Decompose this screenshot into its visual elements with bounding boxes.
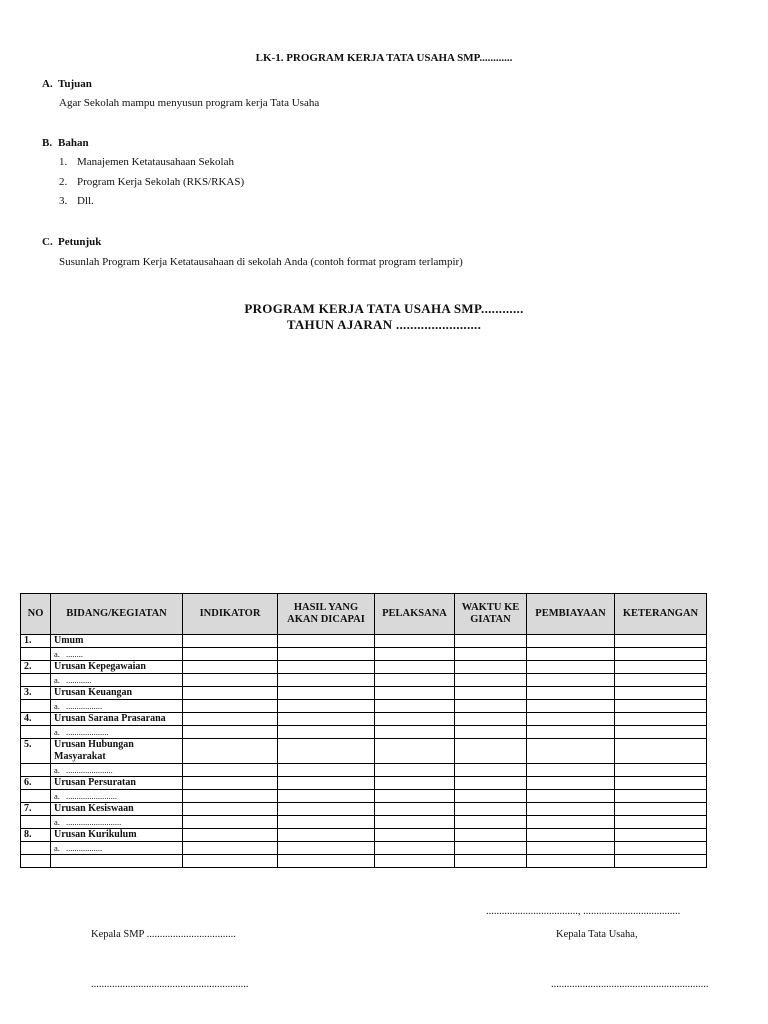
- table-cell: [527, 726, 615, 739]
- table-cell: [375, 674, 455, 687]
- table-cell: [615, 700, 707, 713]
- table-cell: [455, 829, 527, 842]
- subitem-dots: ..........................: [66, 817, 122, 827]
- table-cell: [183, 764, 278, 777]
- table-subrow: [21, 700, 707, 713]
- table-cell: [278, 700, 375, 713]
- bahan-item-number: 2.: [59, 176, 68, 188]
- table-cell: [455, 790, 527, 803]
- table-cell: [183, 687, 278, 700]
- table-cell: [183, 855, 278, 868]
- table-cell: [183, 816, 278, 829]
- bahan-item-number: 1.: [59, 156, 68, 168]
- subitem-prefix: a.: [54, 675, 60, 685]
- row-category: Urusan Keuangan: [51, 687, 183, 700]
- table-cell: [183, 842, 278, 855]
- table-subrow: [21, 726, 707, 739]
- table-cell: [278, 739, 375, 764]
- table-cell: [615, 635, 707, 648]
- row-subitem: [51, 764, 183, 777]
- section-a-letter: A.: [42, 78, 53, 90]
- table-cell: [455, 661, 527, 674]
- table-cell: [183, 648, 278, 661]
- bahan-item-number: 3.: [59, 195, 68, 207]
- table-cell: [21, 855, 51, 868]
- table-cell: [375, 713, 455, 726]
- table-cell: [527, 635, 615, 648]
- bahan-item-text: Program Kerja Sekolah (RKS/RKAS): [77, 176, 245, 188]
- table-cell: [455, 739, 527, 764]
- row-category: Umum: [51, 635, 183, 648]
- table-cell: [375, 726, 455, 739]
- place-date: ..................................., .....................................: [486, 906, 681, 917]
- row-category: Urusan Hubungan Masyarakat: [51, 739, 183, 764]
- table-cell: [527, 842, 615, 855]
- subitem-prefix: a.: [54, 701, 60, 711]
- bahan-item-text: Dll.: [77, 195, 94, 207]
- table-cell: [527, 687, 615, 700]
- row-number: 7.: [21, 803, 51, 816]
- subitem-dots: ............: [66, 675, 92, 685]
- row-number: 2.: [21, 661, 51, 674]
- table-cell: [455, 713, 527, 726]
- section-b-letter: B.: [42, 137, 53, 149]
- table-cell: [183, 829, 278, 842]
- table-row: [21, 829, 707, 842]
- table-cell: [375, 829, 455, 842]
- table-cell: [278, 635, 375, 648]
- table-cell: [615, 661, 707, 674]
- table-cell: [615, 790, 707, 803]
- table-cell: [278, 648, 375, 661]
- row-subitem: [51, 816, 183, 829]
- header-waktu: WAKTU KEGIATAN: [455, 594, 527, 635]
- section-a-heading: [42, 78, 92, 90]
- row-category: Urusan Kesiswaan: [51, 803, 183, 816]
- header-bidang: BIDANG/KEGIATAN: [51, 594, 183, 635]
- subitem-prefix: a.: [54, 727, 60, 737]
- table-cell: [183, 803, 278, 816]
- row-category: Urusan Kurikulum: [51, 829, 183, 842]
- table-cell: [375, 842, 455, 855]
- table-body: [21, 635, 707, 868]
- table-cell: [278, 674, 375, 687]
- table-cell: [278, 726, 375, 739]
- row-subitem: [51, 674, 183, 687]
- row-number: 3.: [21, 687, 51, 700]
- row-subitem: [51, 790, 183, 803]
- section-c-heading: [42, 236, 101, 248]
- table-cell: [183, 661, 278, 674]
- table-cell: [278, 842, 375, 855]
- row-subitem: [51, 726, 183, 739]
- header-indikator: INDIKATOR: [183, 594, 278, 635]
- table-cell: [183, 700, 278, 713]
- table-cell: [375, 777, 455, 790]
- table-header-row: [21, 594, 707, 635]
- header-pembiayaan: PEMBIAYAAN: [527, 594, 615, 635]
- table-cell: [278, 790, 375, 803]
- table-cell: [455, 777, 527, 790]
- table-cell: [527, 713, 615, 726]
- table-cell: [455, 674, 527, 687]
- table-row: [21, 687, 707, 700]
- table-cell: [455, 726, 527, 739]
- subitem-dots: .................: [66, 843, 103, 853]
- table-cell: [278, 803, 375, 816]
- document-title: LK-1. PROGRAM KERJA TATA USAHA SMP............: [255, 52, 513, 64]
- table-subrow: [21, 764, 707, 777]
- subitem-dots: ......................: [66, 765, 113, 775]
- bahan-item: [59, 156, 234, 168]
- table-cell: [527, 790, 615, 803]
- table-cell: [615, 855, 707, 868]
- table-cell: [527, 661, 615, 674]
- row-number: 6.: [21, 777, 51, 790]
- table-cell: [615, 739, 707, 764]
- table-cell: [375, 855, 455, 868]
- table-cell: [278, 855, 375, 868]
- table-row: [21, 713, 707, 726]
- table-cell: [278, 661, 375, 674]
- table-cell: [527, 803, 615, 816]
- table-cell: [455, 816, 527, 829]
- table-cell: [527, 855, 615, 868]
- program-year: TAHUN AJARAN ........................: [286, 317, 482, 332]
- row-category: Urusan Persuratan: [51, 777, 183, 790]
- table-cell: [183, 777, 278, 790]
- subitem-prefix: a.: [54, 765, 60, 775]
- table-subrow: [21, 790, 707, 803]
- subitem-prefix: a.: [54, 649, 60, 659]
- table-cell: [375, 790, 455, 803]
- admin-head-title: Kepala Tata Usaha,: [556, 929, 638, 940]
- table-cell: [375, 803, 455, 816]
- table-cell: [455, 687, 527, 700]
- table-cell: [375, 700, 455, 713]
- table-cell: [615, 803, 707, 816]
- table-cell: [455, 764, 527, 777]
- header-pelaksana: PELAKSANA: [375, 594, 455, 635]
- row-number: 8.: [21, 829, 51, 842]
- row-category: Urusan Sarana Prasarana: [51, 713, 183, 726]
- section-b-heading: [42, 137, 89, 149]
- program-title: PROGRAM KERJA TATA USAHA SMP............: [244, 301, 524, 316]
- header-hasil: HASIL YANG AKAN DICAPAI: [278, 594, 375, 635]
- table-cell: [21, 816, 51, 829]
- table-cell: [278, 816, 375, 829]
- table-cell: [21, 700, 51, 713]
- bahan-item-text: Manajemen Ketatausahaan Sekolah: [77, 156, 234, 168]
- table-cell: [21, 726, 51, 739]
- table-cell: [455, 648, 527, 661]
- table-cell: [527, 764, 615, 777]
- table-cell: [278, 764, 375, 777]
- subitem-dots: ........................: [66, 791, 117, 801]
- table-row: [21, 635, 707, 648]
- table-cell: [21, 648, 51, 661]
- row-subitem: [51, 648, 183, 661]
- table-cell: [375, 648, 455, 661]
- row-number: 5.: [21, 739, 51, 764]
- table-cell: [183, 635, 278, 648]
- table-cell: [455, 855, 527, 868]
- table-subrow: [21, 674, 707, 687]
- table-cell: [21, 842, 51, 855]
- table-row: [21, 661, 707, 674]
- table-cell: [527, 777, 615, 790]
- table-cell: [615, 764, 707, 777]
- principal-name-line: ............................................................: [91, 979, 249, 990]
- section-a-text: Agar Sekolah mampu menyusun program kerja Tata Usaha: [59, 97, 320, 109]
- row-number: 1.: [21, 635, 51, 648]
- program-table: [20, 593, 707, 868]
- table-cell: [615, 713, 707, 726]
- row-number: 4.: [21, 713, 51, 726]
- row-subitem: [51, 700, 183, 713]
- table-cell: [375, 635, 455, 648]
- subitem-prefix: a.: [54, 817, 60, 827]
- admin-head-name-line: ............................................................: [551, 979, 709, 990]
- table-row: [21, 739, 707, 764]
- table-cell: [278, 829, 375, 842]
- table-subrow: [21, 648, 707, 661]
- table-cell: [183, 726, 278, 739]
- table-cell: [527, 674, 615, 687]
- table-row: [21, 803, 707, 816]
- table-cell: [375, 816, 455, 829]
- table-cell: [615, 842, 707, 855]
- table-cell: [527, 700, 615, 713]
- row-category: Urusan Kepegawaian: [51, 661, 183, 674]
- table-cell: [21, 790, 51, 803]
- subitem-dots: .................: [66, 701, 103, 711]
- table-cell: [615, 777, 707, 790]
- table-cell: [278, 687, 375, 700]
- subitem-prefix: a.: [54, 843, 60, 853]
- table-subrow: [21, 842, 707, 855]
- table-cell: [183, 739, 278, 764]
- table-cell: [183, 790, 278, 803]
- row-subitem: [51, 842, 183, 855]
- section-c-text: Susunlah Program Kerja Ketatausahaan di sekolah Anda (contoh format program terlampir): [59, 256, 463, 268]
- table-cell: [527, 829, 615, 842]
- section-b-title: Bahan: [58, 137, 89, 149]
- table-cell: [615, 726, 707, 739]
- subitem-prefix: a.: [54, 791, 60, 801]
- header-no: NO: [21, 594, 51, 635]
- table-cell: [455, 700, 527, 713]
- table-cell: [455, 803, 527, 816]
- section-a-title: Tujuan: [58, 78, 92, 90]
- table-cell: [183, 674, 278, 687]
- table-cell: [375, 764, 455, 777]
- table-cell: [278, 777, 375, 790]
- table-cell: [615, 816, 707, 829]
- table-cell: [51, 855, 183, 868]
- table-cell: [455, 635, 527, 648]
- subitem-dots: ........: [66, 649, 83, 659]
- header-keterangan: KETERANGAN: [615, 594, 707, 635]
- section-c-title: Petunjuk: [58, 236, 102, 248]
- table-cell: [527, 648, 615, 661]
- subitem-dots: ....................: [66, 727, 109, 737]
- table-row-empty: [21, 855, 707, 868]
- table-cell: [375, 687, 455, 700]
- table-cell: [375, 739, 455, 764]
- table-cell: [21, 764, 51, 777]
- table-cell: [615, 687, 707, 700]
- table-cell: [527, 816, 615, 829]
- principal-title: Kepala SMP ..................................: [91, 929, 236, 940]
- table-subrow: [21, 816, 707, 829]
- table-cell: [183, 713, 278, 726]
- table-row: [21, 777, 707, 790]
- bahan-item: [59, 176, 244, 188]
- table-cell: [278, 713, 375, 726]
- table-cell: [615, 829, 707, 842]
- section-c-letter: C.: [42, 236, 53, 248]
- table-cell: [615, 648, 707, 661]
- table-cell: [21, 674, 51, 687]
- table-cell: [615, 674, 707, 687]
- table-cell: [375, 661, 455, 674]
- bahan-item: [59, 195, 94, 207]
- table-cell: [527, 739, 615, 764]
- table-cell: [455, 842, 527, 855]
